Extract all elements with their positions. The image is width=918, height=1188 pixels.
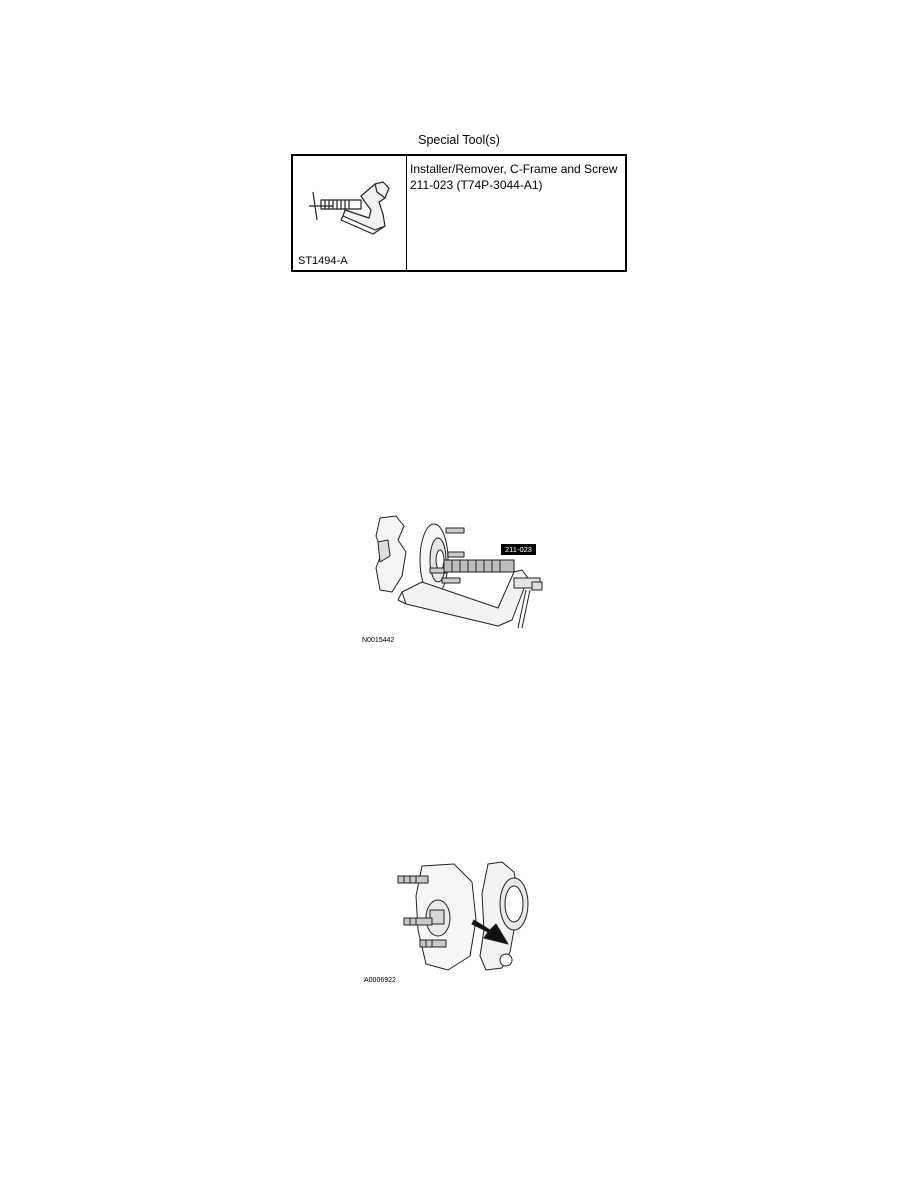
tool-image-cell <box>293 156 407 270</box>
hub-c-frame-illustration <box>362 512 562 632</box>
tool-image-id: ST1494-A <box>298 255 348 267</box>
c-frame-tool-illustration <box>303 170 395 240</box>
figure-id: A0006922 <box>364 977 396 984</box>
tool-number: 211-023 (T74P-3044-A1) <box>410 178 543 192</box>
figure-hub-arrow <box>364 860 550 984</box>
special-tools-table <box>291 154 627 272</box>
figure-c-frame-on-hub <box>362 512 562 644</box>
tool-callout-label: 211-023 <box>501 544 536 555</box>
hub-bearing-illustration <box>364 860 550 974</box>
figure-id: N0015442 <box>362 637 395 644</box>
special-tools-caption: Special Tool(s) <box>418 133 500 147</box>
tool-description-cell <box>407 156 625 270</box>
tool-name: Installer/Remover, C-Frame and Screw <box>410 162 618 176</box>
